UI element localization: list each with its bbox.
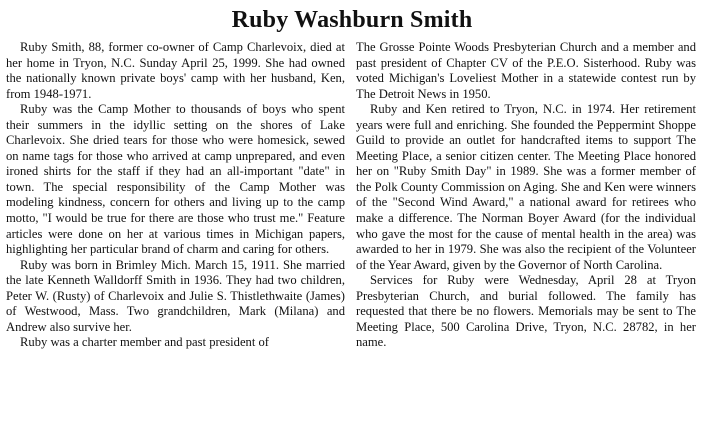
left-column bbox=[6, 40, 345, 351]
right-paragraph-3: Services for Ruby were Wednesday, April 28 at Tryon Presbyterian Church, and burial followed. The family has requested that there be no flowers. Memorials may be sent to The Meeting Place, 500 Carolina Drive, Tryon, N.C. 28782, in her name. bbox=[356, 273, 696, 350]
left-paragraph-1: Ruby Smith, 88, former co-owner of Camp Charlevoix, died at her home in Tryon, N.C. Sunday April 25, 1999. She had owned the nationally known private boys' camp with her husband, Ken, from 1948-1971. bbox=[6, 40, 345, 101]
right-column bbox=[356, 40, 696, 351]
left-paragraph-3: Ruby was born in Brimley Mich. March 15, 1911. She married the late Kenneth Walldorff Smith in 1936. They had two children, Peter W. (Rusty) of Charlevoix and Julie S. Thistlethwaite (James) of Westwood, Mass. Two grandchildren, Mark (Milana) and Andrew also survive her. bbox=[6, 257, 345, 334]
obituary-title: Ruby Washburn Smith bbox=[231, 7, 473, 33]
right-paragraph-2: Ruby and Ken retired to Tryon, N.C. in 1974. Her retirement years were full and enriching. She founded the Peppermint Shoppe Guild to provide an outlet for handcrafted items to support The Meeting Place, a senior citizen center. The Meeting Place honored her on "Ruby Smith Day" in 1989. She was a former member of the Polk County Commission on Aging. She and Ken were winners of the "Second Wind Award," a national award for retirees who make a difference. The Norman Boyer Award (for the individual who gave the most for the cause of mental health in the area) was awarded to her in 1979. She was also the recipient of the Volunteer of the Year Award, given by the Governor of North Carolina. bbox=[356, 102, 696, 272]
right-paragraph-1: The Grosse Pointe Woods Presbyterian Church and a member and past president of Chapter CV of the P.E.O. Sisterhood. Ruby was voted Michigan's Loveliest Mother in a statewide contest run by The Detroit News in 1950. bbox=[356, 40, 696, 101]
left-paragraph-2: Ruby was the Camp Mother to thousands of boys who spent their summers in the idyllic setting on the shores of Lake Charlevoix. She dried tears for those who were homesick, sewed on name tags for those who arrived at camp unprepared, and even ironed shirts for the staff if they had an all-important "date" in town. The special responsibility of the Camp Mother was modeling kindness, concern for others and living up to the camp motto, "I would be true for there are those who trust me." Feature articles were done on her at various times in Michigan papers, highlighting her particular brand of charm and caring for others. bbox=[6, 102, 345, 257]
left-paragraph-4: Ruby was a charter member and past president of bbox=[20, 335, 269, 350]
